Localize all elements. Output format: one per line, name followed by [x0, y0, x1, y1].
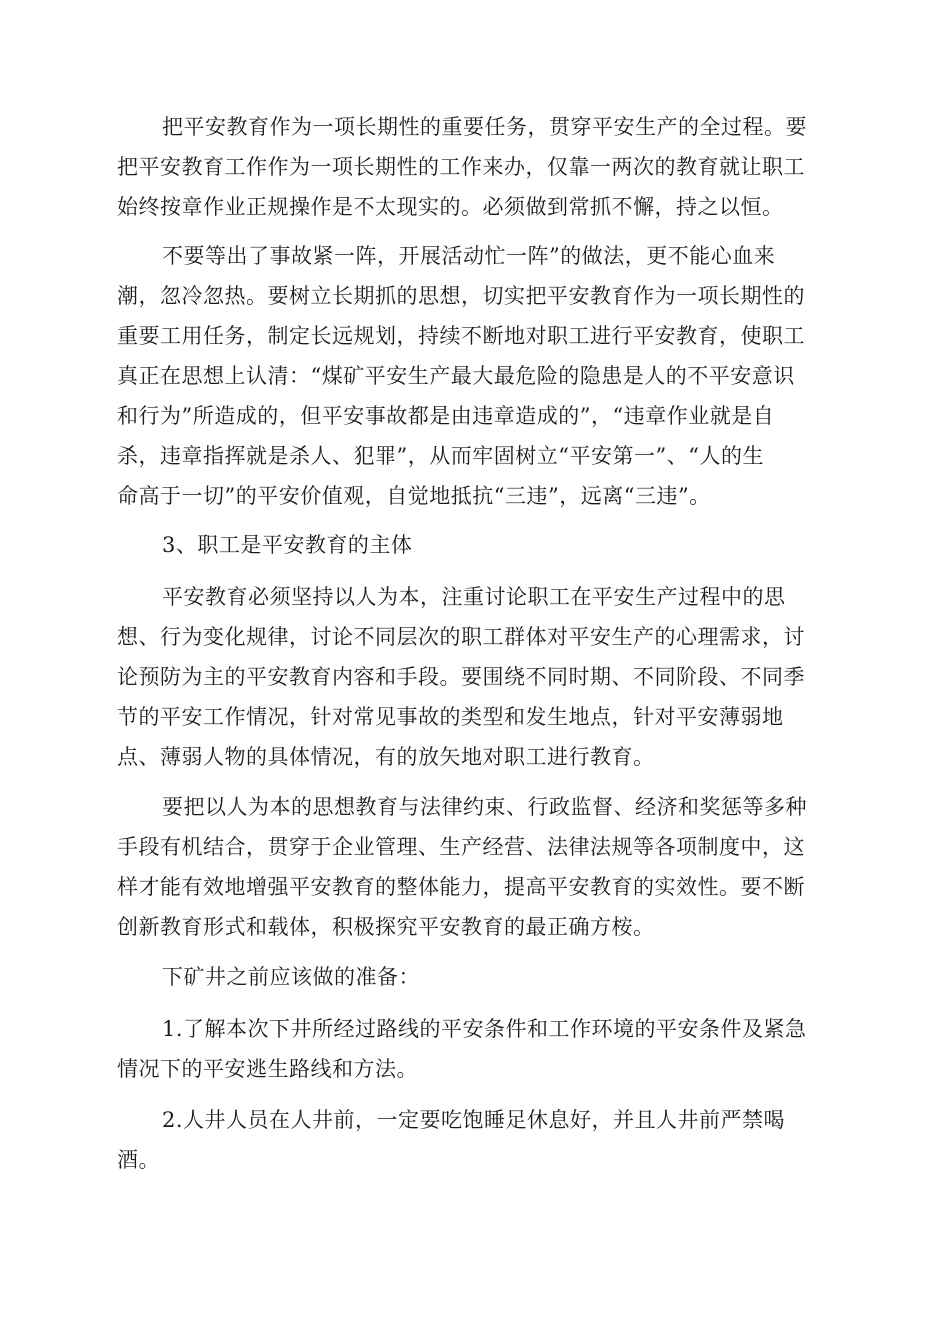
paragraph-line: 要把以人为本的思想教育与法律约束、行政监督、经济和奖惩等多种 — [162, 795, 807, 819]
paragraph-line: 1.了解本次下井所经过路线的平安条件和工作环境的平安条件及紧急 — [162, 1017, 807, 1041]
paragraph-line: 始终按章作业正规操作是不太现实的。必须做到常抓不懈，持之以恒。 — [117, 195, 784, 219]
paragraph-line: 杀，违章指挥就是杀人、犯罪”，从而牢固树立“平安第一”、“人的生 — [117, 444, 764, 468]
paragraph-line: 样才能有效地增强平安教育的整体能力，提高平安教育的实效性。要不断 — [117, 875, 805, 899]
paragraph-line: 酒。 — [117, 1148, 160, 1172]
paragraph-line: 下矿井之前应该做的准备： — [162, 965, 420, 989]
paragraph-line: 情况下的平安逃生路线和方法。 — [117, 1057, 418, 1081]
paragraph-line: 论预防为主的平安教育内容和手段。要围绕不同时期、不同阶段、不同季 — [117, 665, 805, 689]
paragraph-prep-heading — [117, 957, 837, 997]
list-item-2 — [117, 1100, 837, 1180]
section-heading-text: 3、职工是平安教育的主体 — [162, 533, 413, 557]
paragraph-line: 创新教育形式和载体，积极探究平安教育的最正确方桉。 — [117, 915, 655, 939]
paragraph-line: 2.人井人员在人井前，一定要吃饱睡足休息好，并且人井前严禁喝 — [162, 1108, 786, 1132]
paragraph-avoid-campaigns — [117, 236, 837, 516]
list-item-1 — [117, 1009, 837, 1089]
paragraph-line: 真正在思想上认清：“煤矿平安生产最大最危险的隐患是人的不平安意识 — [117, 364, 795, 388]
paragraph-people-oriented — [117, 577, 837, 777]
paragraph-line: 手段有机结合，贯穿于企业管理、生产经营、法律法规等各项制度中，这 — [117, 835, 805, 859]
paragraph-line: 把平安教育工作作为一项长期性的工作来办，仅靠一两次的教育就让职工 — [117, 155, 805, 179]
paragraph-line: 把平安教育作为一项长期性的重要任务，贯穿平安生产的全过程。要 — [162, 115, 807, 139]
paragraph-line: 节的平安工作情况，针对常见事故的类型和发生地点，针对平安薄弱地 — [117, 705, 784, 729]
paragraph-line: 潮，忽冷忽热。要树立长期抓的思想，切实把平安教育作为一项长期性的 — [117, 284, 805, 308]
paragraph-line: 重要工用任务，制定长远规划，持续不断地对职工进行平安教育，使职工 — [117, 324, 805, 348]
paragraph-line: 平安教育必须坚持以人为本，注重讨论职工在平安生产过程中的思 — [162, 585, 786, 609]
paragraph-line: 点、薄弱人物的具体情况，有的放矢地对职工进行教育。 — [117, 745, 655, 769]
paragraph-combined-measures — [117, 787, 837, 947]
paragraph-line: 想、行为变化规律，讨论不同层次的职工群体对平安生产的心理需求，讨 — [117, 625, 805, 649]
paragraph-line: 不要等出了事故紧一阵，开展活动忙一阵”的做法，更不能心血来 — [162, 244, 776, 268]
paragraph-line: 命高于一切”的平安价值观，自觉地抵抗“三违”，远离“三违”。 — [117, 484, 711, 508]
section-heading-3 — [117, 525, 837, 565]
paragraph-line: 和行为”所造成的，但平安事故都是由违章造成的”，“违章作业就是自 — [117, 404, 775, 428]
paragraph-long-term-task — [117, 107, 837, 227]
